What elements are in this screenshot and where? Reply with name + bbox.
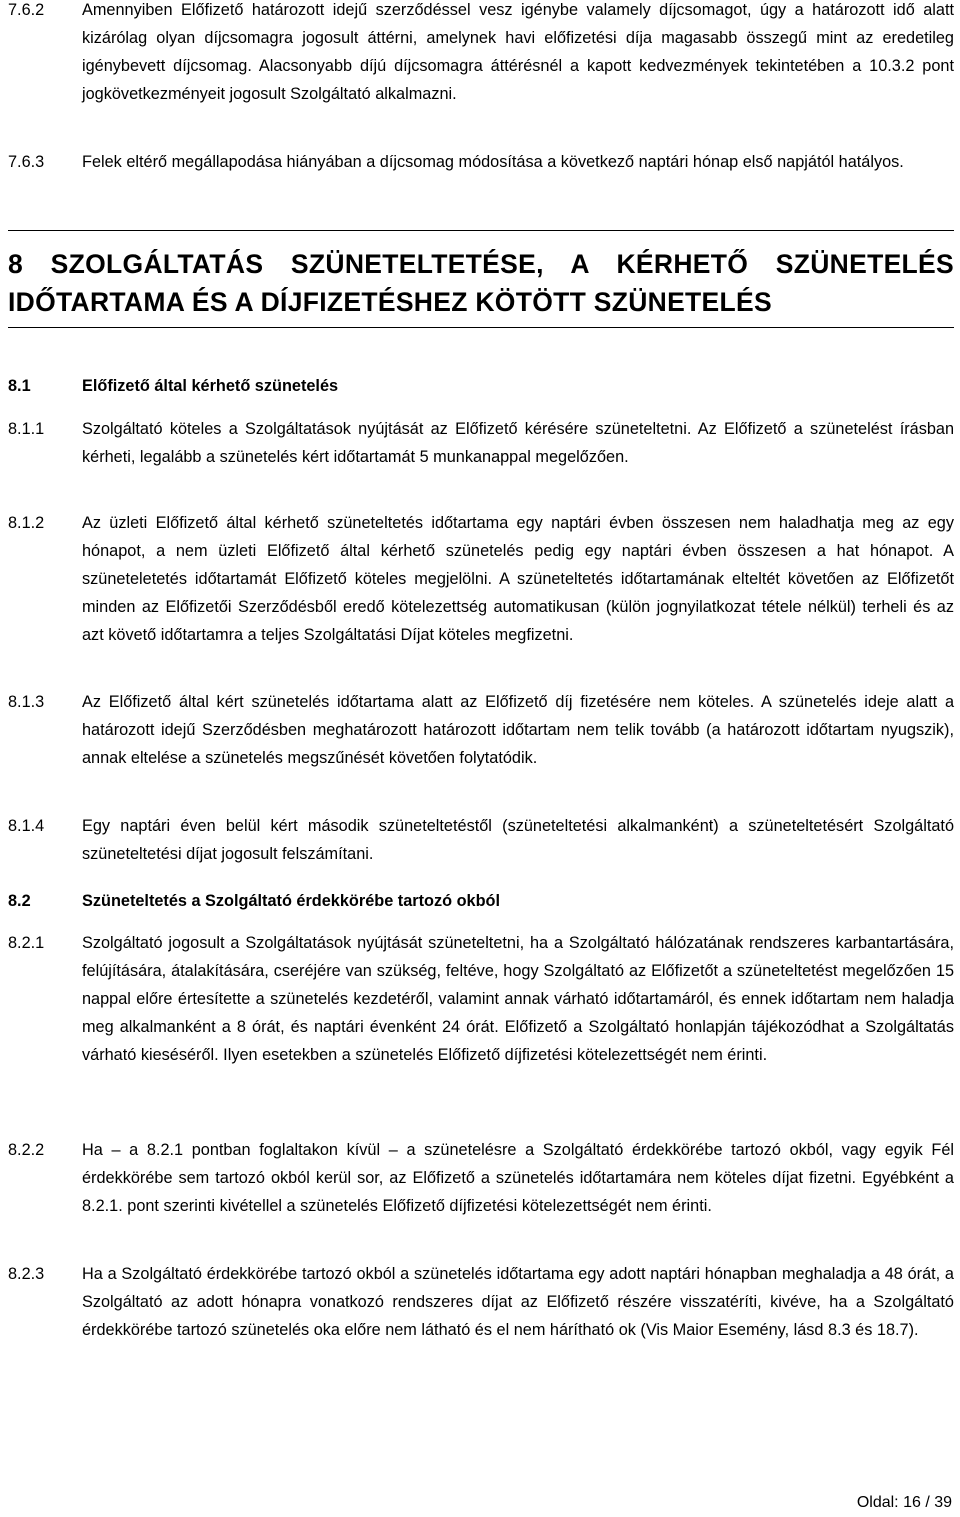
paragraph-8-2-2 [8,1136,954,1220]
paragraph-8-1-4 [8,812,954,868]
paragraph-text: Ha a Szolgáltató érdekkörébe tartozó okból a szünetelés időtartama egy adott naptári hónapban meghaladja a 48 órát, a Szolgáltató az adott hónapra vonatkozó rendszeres díjat az Előfizető részére visszatéríti, kivéve, ha a Szolgáltató érdekkörébe tartozó szünetelés oka előre nem látható és el nem hárítható ok (Vis Maior Esemény, lásd 8.3 és 18.7). [82,1265,954,1339]
paragraph-number: 8.1.3 [8,693,45,711]
paragraph-text: Az üzleti Előfizető által kérhető szüneteltetés időtartama egy naptári évben összesen nem haladhatja meg az egy hónapot, a nem üzleti Előfizető által kérhető szünetelés pedig egy naptári évben összesen a hat hónapot. A szüneteletetés időtartamát Előfizető köteles megjelölni. A szüneteltetés időtartamának elteltét követően az Előfizetőt minden az Előfizetői Szerződésből eredő kötelezettség automatikusan (külön jognyilatkozat tétele nélkül) terheli és az azt követő időtartamra a teljes Szolgáltatási Díjat köteles megfizetni. [82,514,954,644]
paragraph-8-2-1 [8,929,954,1069]
paragraph-7-6-3 [8,148,954,176]
paragraph-number: 8.1.2 [8,514,45,532]
paragraph-number: 8.2.1 [8,934,45,952]
paragraph-text: Amennyiben Előfizető határozott idejű szerződéssel vesz igénybe valamely díjcsomagot, úgy a határozott idő alatt kizárólag olyan díjcsomagra jogosult áttérni, amelynek havi előfizetési díja magasabb összegű mint az eredetileg igénybevett díjcsomag. Alacsonyabb díjú díjcsomagra áttérésnél a kapott kedvezmények tekintetében a 10.3.2 pont jogkövetkezményeit jogosult Szolgáltató alkalmazni. [82,1,954,103]
paragraph-8-1-1 [8,415,954,471]
paragraph-text: Szolgáltató jogosult a Szolgáltatások nyújtását szüneteltetni, ha a Szolgáltató hálózatának rendszeres karbantartására, felújítására, átalakítására, cseréjére van szükség, feltéve, hogy Szolgáltató az Előfizetőt a szüneteltetést megelőzően 15 nappal előre értesítette a szünetelés kezdetéről, valamint annak várható időtartamáról, és ennek időtartam nem haladja meg alkalmanként a 8 órát, és naptári évenként 24 órát. Előfizető a Szolgáltató honlapján tájékozódhat a Szolgáltatás várható kieséséről. Ilyen esetekben a szünetelés Előfizető díjfizetési kötelezettségét nem érinti. [82,934,954,1064]
paragraph-8-1-2 [8,509,954,649]
paragraph-8-2-3 [8,1260,954,1344]
paragraph-number: 8.2.3 [8,1265,45,1283]
subsection-heading-8-1 [8,372,954,400]
paragraph-text: Szolgáltató köteles a Szolgáltatások nyújtását az Előfizető kérésére szüneteltetni. Az Előfizető a szünetelést írásban kérheti, legalább a szünetelés kért időtartamát 5 munkanappal megelőzően. [82,420,954,466]
paragraph-number: 8.1.4 [8,817,45,835]
subsection-title: Előfizető által kérhető szünetelés [82,377,339,395]
paragraph-8-1-3 [8,688,954,772]
paragraph-text: Az Előfizető által kért szünetelés időtartama alatt az Előfizető díj fizetésére nem köteles. A szünetelés ideje alatt a határozott idejű Szerződésben meghatározott határozott időtartam nem telik tovább (a határozott időtartam nyugszik), annak eltelése a szünetelés megszűnését követően folytatódik. [82,693,954,767]
page-number-footer: Oldal: 16 / 39 [856,1494,952,1511]
paragraph-number: 8.2.2 [8,1141,45,1159]
paragraph-number: 8.1.1 [8,420,45,438]
paragraph-number: 7.6.3 [8,153,45,171]
paragraph-text: Egy naptári éven belül kért második szüneteltetéstől (szüneteltetési alkalmanként) a szüneteltetésért Szolgáltató szüneteltetési díjat jogosult felszámítani. [82,817,954,863]
subsection-number: 8.2 [8,892,31,910]
subsection-heading-8-2 [8,887,954,915]
paragraph-7-6-2 [8,0,954,108]
paragraph-text: Ha – a 8.2.1 pontban foglaltakon kívül – a szünetelésre a Szolgáltató érdekkörébe tartozó okból, vagy egyik Fél érdekkörébe sem tartozó okból kerül sor, az Előfizető a szünetelés időtartamára nem köteles díjat fizetni. Egyébként a 8.2.1. pont szerinti kivétellel a szünetelés Előfizető díjfizetési kötelezettségét nem érinti. [82,1141,954,1215]
paragraph-number: 7.6.2 [8,1,45,19]
section-heading: 8 SZOLGÁLTATÁS SZÜNETELTETÉSE, A KÉRHETŐ SZÜNETELÉS IDŐTARTAMA ÉS A DÍJFIZETÉSHEZ KÖTÖTT SZÜNETELÉS [8,230,954,328]
subsection-title: Szüneteltetés a Szolgáltató érdekkörébe tartozó okból [82,892,500,910]
subsection-number: 8.1 [8,377,31,395]
paragraph-text: Felek eltérő megállapodása hiányában a díjcsomag módosítása a következő naptári hónap első napjától hatályos. [82,153,904,171]
